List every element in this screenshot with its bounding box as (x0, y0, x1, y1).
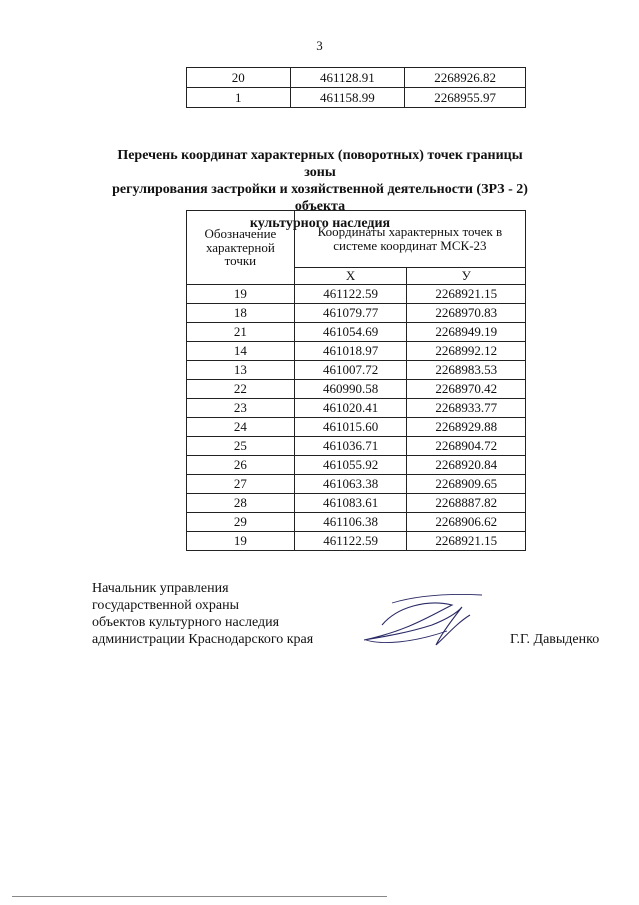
y-cell: 2268949.19 (407, 323, 526, 342)
continuation-table-body (187, 68, 526, 108)
point-cell: 28 (187, 494, 295, 513)
signer-title (92, 580, 313, 648)
y-cell: 2268920.84 (407, 456, 526, 475)
signer-title-line-4: администрации Краснодарского края (92, 632, 314, 647)
heading-line-3: культурного наследия (249, 216, 391, 231)
handwritten-signature (352, 585, 492, 655)
y-cell: 2268926.82 (405, 68, 526, 88)
x-cell: 461055.92 (294, 456, 407, 475)
table-row (187, 532, 526, 551)
coordinates-table (186, 210, 526, 551)
y-cell: 2268970.83 (407, 304, 526, 323)
point-cell: 18 (187, 304, 295, 323)
x-cell: 461036.71 (294, 437, 407, 456)
header-point-designation: Обозначение характерной точки (187, 211, 295, 285)
x-cell: 461122.59 (294, 532, 407, 551)
table-row (187, 513, 526, 532)
x-cell: 460990.58 (294, 380, 407, 399)
point-cell: 24 (187, 418, 295, 437)
x-cell: 461079.77 (294, 304, 407, 323)
table-row (187, 380, 526, 399)
table-row (187, 456, 526, 475)
table-row (187, 323, 526, 342)
table-row (187, 304, 526, 323)
x-cell: 461122.59 (294, 285, 407, 304)
table-row (187, 494, 526, 513)
point-cell: 27 (187, 475, 295, 494)
table-row (187, 418, 526, 437)
point-cell: 21 (187, 323, 295, 342)
coordinates-table-body (187, 285, 526, 551)
y-cell: 2268970.42 (407, 380, 526, 399)
y-cell: 2268992.12 (407, 342, 526, 361)
x-cell: 461106.38 (294, 513, 407, 532)
header-y: У (407, 268, 526, 285)
x-cell: 461083.61 (294, 494, 407, 513)
page-number: 3 (316, 38, 323, 53)
heading-line-1: Перечень координат характерных (поворотных) точек границы зоны (117, 148, 523, 180)
point-cell: 14 (187, 342, 295, 361)
header-x: Х (294, 268, 407, 285)
point-cell: 13 (187, 361, 295, 380)
heading-line-2: регулирования застройки и хозяйственной деятельности (ЗРЗ - 2) объекта (112, 182, 528, 214)
y-cell: 2268933.77 (407, 399, 526, 418)
x-cell: 461020.41 (294, 399, 407, 418)
table-row (187, 475, 526, 494)
x-cell: 461015.60 (294, 418, 407, 437)
point-cell: 23 (187, 399, 295, 418)
point-cell: 20 (187, 68, 291, 88)
header-coordinates: Координаты характерных точек в системе координат МСК-23 (294, 211, 525, 268)
table-row (187, 285, 526, 304)
table-row (187, 68, 526, 88)
table-row (187, 342, 526, 361)
y-cell: 2268909.65 (407, 475, 526, 494)
point-cell: 25 (187, 437, 295, 456)
y-cell: 2268921.15 (407, 532, 526, 551)
y-cell: 2268904.72 (407, 437, 526, 456)
point-cell: 19 (187, 285, 295, 304)
continuation-table (186, 67, 526, 108)
y-cell: 2268983.53 (407, 361, 526, 380)
y-cell: 2268955.97 (405, 88, 526, 108)
signer-title-line-2: государственной охраны (92, 598, 240, 613)
table-row (187, 88, 526, 108)
signer-title-line-3: объектов культурного наследия (92, 615, 280, 630)
point-cell: 19 (187, 532, 295, 551)
x-cell: 461018.97 (294, 342, 407, 361)
x-cell: 461158.99 (290, 88, 405, 108)
x-cell: 461063.38 (294, 475, 407, 494)
y-cell: 2268929.88 (407, 418, 526, 437)
x-cell: 461128.91 (290, 68, 405, 88)
point-cell: 26 (187, 456, 295, 475)
y-cell: 2268906.62 (407, 513, 526, 532)
table-row (187, 437, 526, 456)
x-cell: 461007.72 (294, 361, 407, 380)
table-row (187, 399, 526, 418)
bottom-divider (12, 896, 387, 897)
point-cell: 29 (187, 513, 295, 532)
table-row (187, 361, 526, 380)
point-cell: 1 (187, 88, 291, 108)
signer-title-line-1: Начальник управления (92, 581, 229, 596)
signer-name: Г.Г. Давыденко (510, 632, 600, 647)
x-cell: 461054.69 (294, 323, 407, 342)
y-cell: 2268887.82 (407, 494, 526, 513)
point-cell: 22 (187, 380, 295, 399)
y-cell: 2268921.15 (407, 285, 526, 304)
